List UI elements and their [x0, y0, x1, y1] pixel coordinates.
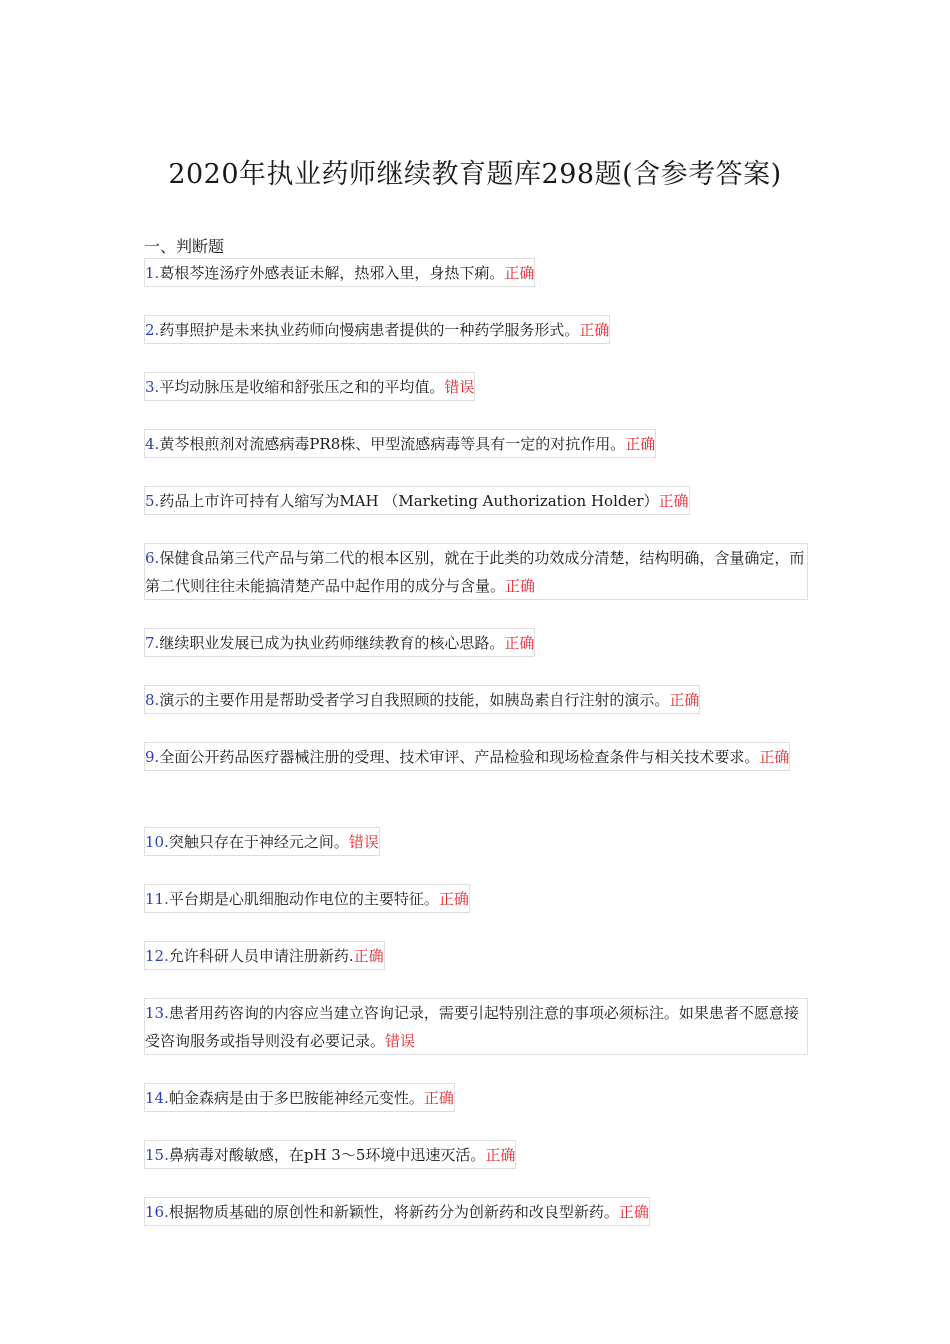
question-item	[144, 998, 808, 1055]
question-text: 保健食品第三代产品与第二代的根本区别，就在于此类的功效成分清楚，结构明确，含量确定，而第二代则往往未能搞清楚产品中起作用的成分与含量。	[145, 549, 805, 595]
answer-label: 错误	[348, 833, 379, 851]
section-heading: 一、判断题	[144, 237, 225, 256]
question-text: 突触只存在于神经元之间。	[168, 833, 349, 851]
answer-label: 正确	[423, 1089, 454, 1107]
question-text: 鼻病毒对酸敏感，在pH 3～5环境中迅速灭活。	[168, 1146, 486, 1164]
question-item	[144, 429, 808, 458]
question-item	[144, 486, 808, 515]
question-number: 1.	[145, 264, 160, 282]
question-number: 2.	[145, 321, 160, 339]
answer-label: 正确	[438, 890, 469, 908]
question-text: 葛根芩连汤疗外感表证未解，热邪入里，身热下痢。	[159, 264, 505, 282]
question-text: 全面公开药品医疗器械注册的受理、技术审评、产品检验和现场检查条件与相关技术要求。	[159, 748, 760, 766]
question-number: 10.	[145, 833, 169, 851]
question-item	[144, 1083, 808, 1112]
question-number: 12.	[145, 947, 169, 965]
question-number: 4.	[145, 435, 160, 453]
question-number: 8.	[145, 691, 160, 709]
question-text: 根据物质基础的原创性和新颖性，将新药分为创新药和改良型新药。	[168, 1203, 619, 1221]
question-item	[144, 628, 808, 657]
question-text: 药事照护是未来执业药师向慢病患者提供的一种药学服务形式。	[159, 321, 580, 339]
question-text: 平均动脉压是收缩和舒张压之和的平均值。	[159, 378, 445, 396]
question-text: 演示的主要作用是帮助受者学习自我照顾的技能，如胰岛素自行注射的演示。	[159, 691, 670, 709]
answer-label: 正确	[353, 947, 384, 965]
question-item	[144, 827, 808, 856]
question-number: 7.	[145, 634, 160, 652]
question-number: 16.	[145, 1203, 169, 1221]
question-text: 患者用药咨询的内容应当建立咨询记录，需要引起特别注意的事项必须标注。如果患者不愿意接受咨询服务或指导则没有必要记录。	[145, 1004, 799, 1050]
question-item	[144, 941, 808, 970]
question-item	[144, 1140, 808, 1169]
question-item	[144, 315, 808, 344]
question-item	[144, 543, 808, 600]
answer-label: 正确	[504, 264, 535, 282]
question-text: 允许科研人员申请注册新药.	[168, 947, 354, 965]
question-number: 3.	[145, 378, 160, 396]
answer-label: 正确	[579, 321, 610, 339]
question-item	[144, 742, 808, 771]
question-text: 平台期是心肌细胞动作电位的主要特征。	[168, 890, 439, 908]
answer-label: 错误	[385, 1032, 416, 1050]
answer-label: 正确	[618, 1203, 649, 1221]
question-text: 帕金森病是由于多巴胺能神经元变性。	[168, 1089, 424, 1107]
question-text: 黄芩根煎剂对流感病毒PR8株、甲型流感病毒等具有一定的对抗作用。	[159, 435, 626, 453]
question-number: 5.	[145, 492, 160, 510]
answer-label: 正确	[505, 577, 536, 595]
question-text: 继续职业发展已成为执业药师继续教育的核心思路。	[159, 634, 505, 652]
question-number: 9.	[145, 748, 160, 766]
question-item	[144, 884, 808, 913]
question-item	[144, 685, 808, 714]
answer-label: 错误	[444, 378, 475, 396]
question-item	[144, 258, 808, 287]
question-number: 11.	[145, 890, 169, 908]
question-text: 药品上市许可持有人缩写为MAH （Marketing Authorization Holder）	[159, 492, 659, 510]
question-number: 6.	[145, 549, 160, 567]
question-item	[144, 372, 808, 401]
answer-label: 正确	[504, 634, 535, 652]
question-item	[144, 1197, 808, 1226]
answer-label: 正确	[669, 691, 700, 709]
page-title: 2020年执业药师继续教育题库298题(含参考答案)	[168, 159, 782, 190]
question-number: 15.	[145, 1146, 169, 1164]
question-number: 14.	[145, 1089, 169, 1107]
answer-label: 正确	[759, 748, 790, 766]
question-number: 13.	[145, 1004, 169, 1022]
answer-label: 正确	[485, 1146, 516, 1164]
answer-label: 正确	[658, 492, 689, 510]
answer-label: 正确	[625, 435, 656, 453]
